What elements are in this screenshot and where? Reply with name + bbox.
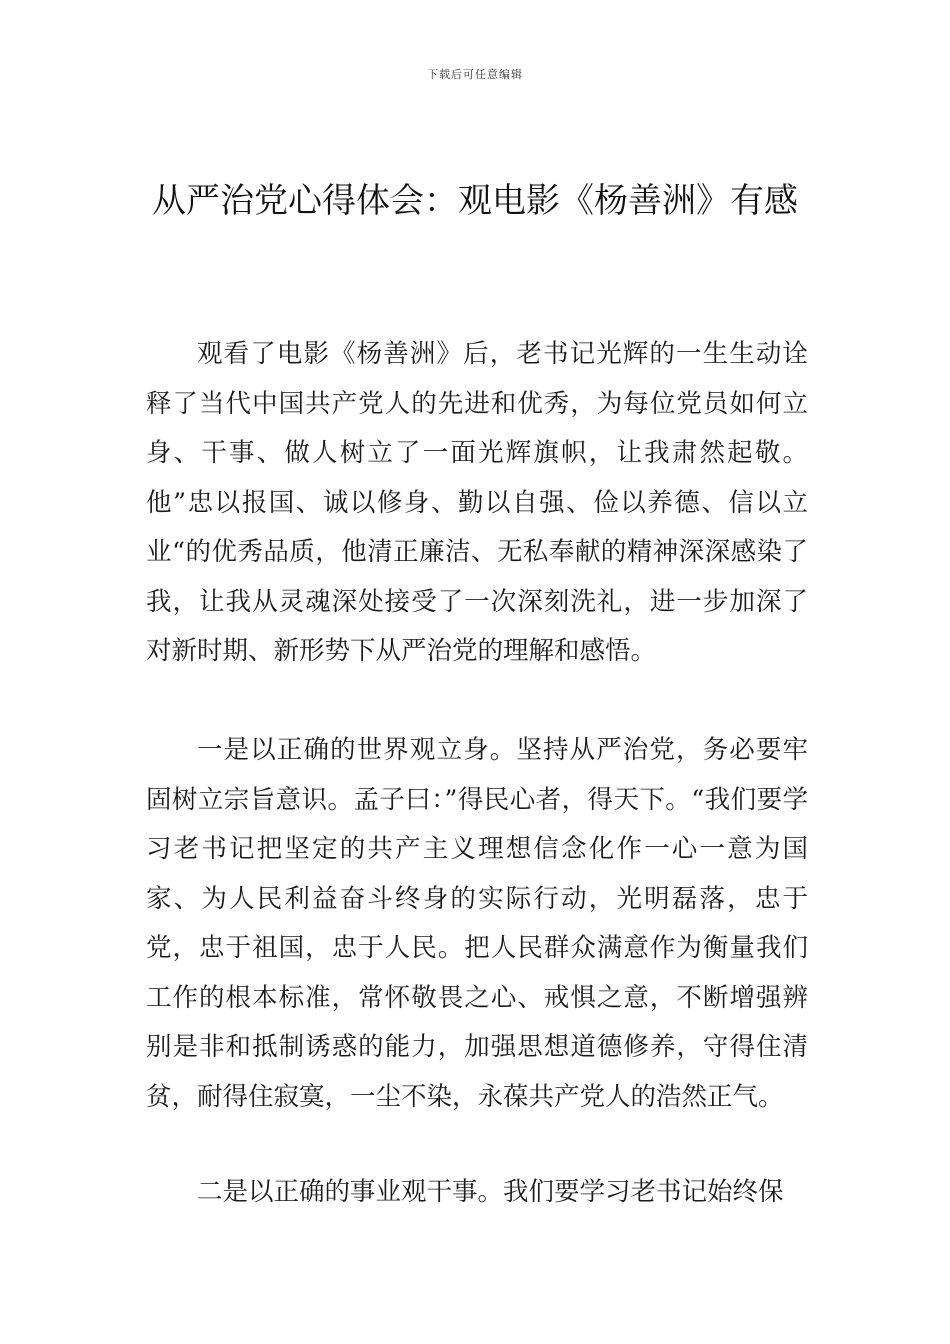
paragraph-career-view: 二是以正确的事业观干事。我们要学习老书记始终保 — [197, 1177, 784, 1207]
header-note: 下载后可任意编辑 — [427, 68, 523, 81]
paragraph-worldview: 一是以正确的世界观立身。坚持从严治党，务必要牢固树立宗旨意识。孟子曰：”得民心者，得天下。“我们要学习老书记把坚定的共产主义理想信念化作一心一意为国家、为人民利益奋斗终身的实际行动，光明磊落，忠于党，忠于祖国，忠于人民。把人民群众满意作为衡量我们工作的根本标准，常怀敬畏之心、戒惧之意，不断增强辨别是非和抵制诱惑的能力，加强思想道德修养，守得住清贫，耐得住寂寞，一尘不染，永葆共产党人的浩然正气。 — [146, 735, 808, 1112]
document-title: 从严治党心得体会：观电影《杨善洲》有感 — [152, 181, 798, 221]
paragraph-intro: 观看了电影《杨善洲》后，老书记光辉的一生生动诠释了当代中国共产党人的先进和优秀，为每位党员如何立身、干事、做人树立了一面光辉旗帜，让我肃然起敬。他”忠以报国、诚以修身、勤以自强、俭以养德、信以立业“的优秀品质，他清正廉洁、无私奉献的精神深深感染了我，让我从灵魂深处接受了一次深刻洗礼，进一步加深了对新时期、新形势下从严治党的理解和感悟。 — [146, 339, 808, 666]
